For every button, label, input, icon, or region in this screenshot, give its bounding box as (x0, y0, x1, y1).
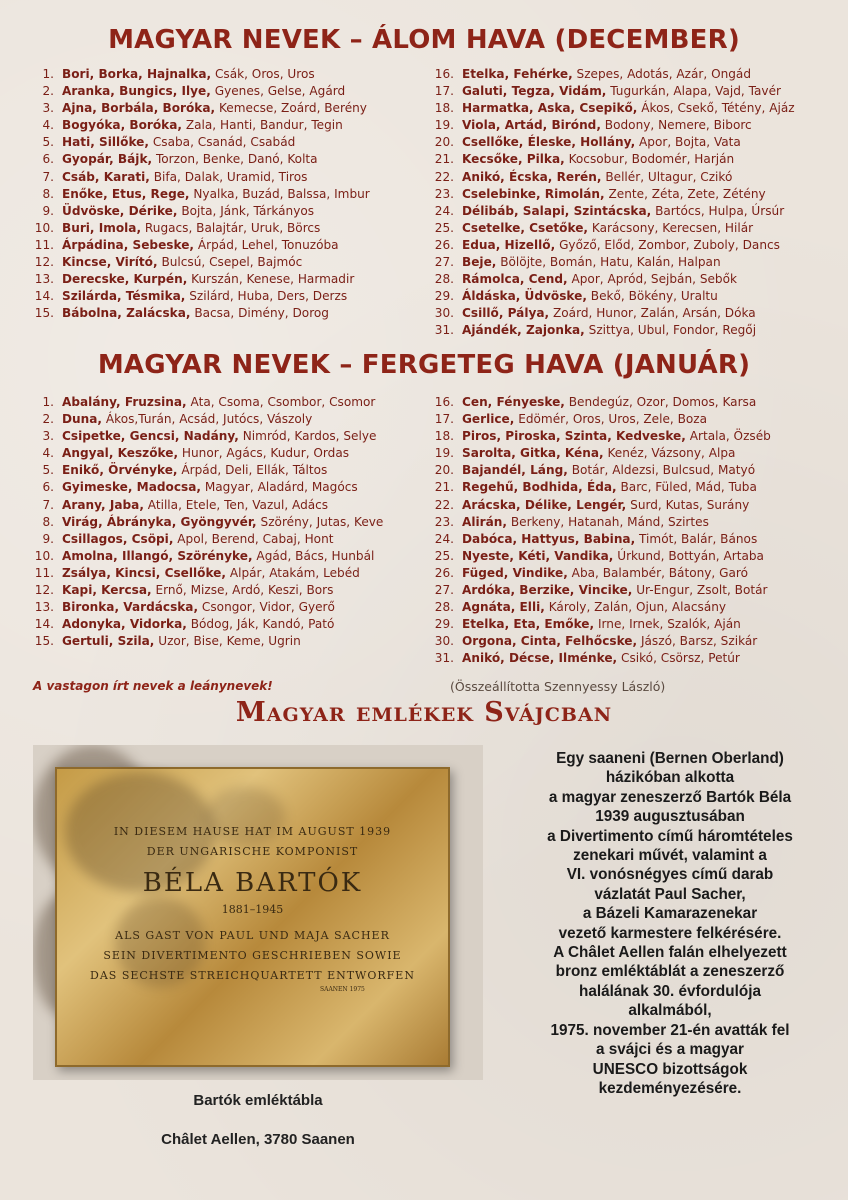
name-day-row (30, 497, 383, 514)
boy-names: Alpár, Atakám, Lebéd (229, 565, 360, 580)
boy-names: Botár, Aldezsi, Bulcsud, Matyó (571, 463, 756, 478)
name-day-row (30, 203, 370, 220)
boy-names: Timót, Balár, Bános (639, 531, 758, 546)
day-number: 25. (434, 220, 454, 235)
plaque-line: DAS SECHSTE STREICHQUARTETT ENTWORFEN (90, 969, 415, 982)
girl-names: Csáb, Karati, (62, 169, 150, 184)
name-day-row (30, 514, 383, 531)
girl-names: Ardóka, Berzike, Vincike, (462, 583, 633, 598)
day-number: 7. (42, 169, 54, 184)
story-line: Egy saaneni (Bernen Oberland) (556, 750, 784, 767)
girl-names: Kincse, Virító, (62, 255, 158, 270)
story-line: 1975. november 21-én avatták fel (550, 1021, 790, 1039)
plaque-small-text: SAANEN 1975 (320, 986, 365, 993)
name-day-row (30, 254, 370, 271)
name-day-row (30, 565, 383, 582)
girl-names: Cen, Fényeske, (462, 395, 565, 409)
girl-names: Ajna, Borbála, Boróka, (62, 101, 216, 116)
boy-names: Zoárd, Hunor, Zalán, Arsán, Dóka (552, 306, 756, 321)
day-number: 3. (42, 101, 54, 116)
name-day-row (430, 305, 795, 322)
day-number: 17. (434, 412, 454, 427)
plaque-line: DER UNGARISCHE KOMPONIST (146, 845, 359, 858)
girl-names: Arácska, Délike, Lengér, (462, 497, 627, 512)
boy-names: Edömér, Oros, Uros, Zele, Boza (518, 412, 708, 427)
name-day-row (30, 445, 383, 462)
plaque-line: ALS GAST VON PAUL UND MAJA SACHER (115, 929, 390, 942)
girl-names: Enikő, Örvényke, (62, 463, 178, 478)
boy-names: Ur-Engur, Zsolt, Botár (636, 583, 768, 598)
boy-names: Bifa, Dalak, Uramid, Tiros (153, 169, 308, 184)
girl-names: Bábolna, Zalácska, (62, 306, 191, 321)
girl-names: Arany, Jaba, (62, 497, 144, 512)
name-day-row (30, 599, 383, 616)
boy-names: Bulcsú, Csepel, Bajmóc (161, 255, 303, 270)
name-day-row (430, 565, 771, 582)
day-number: 6. (42, 152, 54, 167)
girl-names: Derecske, Kurpén, (62, 272, 188, 287)
name-day-row (30, 66, 370, 83)
plaque-caption-title: Bartók emléktábla (193, 1092, 323, 1109)
boy-names: Szepes, Adotás, Azár, Ongád (576, 67, 752, 81)
day-number: 24. (434, 531, 454, 546)
story-line: A Châlet Aellen falán elhelyezett (553, 944, 787, 962)
girl-names: Áldáska, Üdvöske, (462, 289, 587, 304)
compiled-by-note: (Összeállította Szennyessy László) (450, 679, 666, 694)
girl-names: Szilárda, Tésmika, (62, 289, 186, 304)
boy-names: Árpád, Lehel, Tonuzóba (197, 237, 339, 252)
day-number: 6. (42, 480, 54, 495)
day-number: 14. (34, 289, 54, 304)
december-list-left (30, 66, 370, 322)
boy-names: Bódog, Ják, Kandó, Pató (190, 617, 335, 632)
girl-names: Gyopár, Bájk, (62, 152, 153, 167)
girl-names: Angyal, Keszőke, (62, 446, 179, 461)
boy-names: Nyalka, Buzád, Balssa, Imbur (193, 186, 370, 201)
day-number: 14. (34, 617, 54, 632)
plaque-line: SEIN DIVERTIMENTO GESCHRIEBEN SOWIE (103, 949, 402, 962)
name-day-row (430, 514, 771, 531)
name-day-row (430, 479, 771, 496)
name-day-row (430, 66, 795, 83)
girl-names: Etelka, Eta, Emőke, (462, 617, 595, 632)
boy-names: Kemecse, Zoárd, Berény (218, 101, 367, 116)
boy-names: Ákos,Turán, Acsád, Jutócs, Vászoly (105, 412, 313, 427)
boy-names: Gyenes, Gelse, Agárd (214, 84, 346, 99)
name-day-row (30, 428, 383, 445)
girl-names: Árpádina, Sebeske, (62, 237, 195, 252)
girl-names: Viola, Artád, Birónd, (462, 118, 601, 133)
day-number: 24. (434, 203, 454, 218)
day-number: 2. (42, 412, 54, 427)
story-line: vezető karmestere felkérésére. (558, 924, 782, 942)
plaque-inscription (55, 822, 450, 1002)
boy-names: Atilla, Etele, Ten, Vazul, Adács (147, 497, 329, 512)
girl-names: Alirán, (462, 514, 507, 529)
day-number: 26. (434, 237, 454, 252)
name-day-row (430, 428, 771, 445)
name-day-row (30, 186, 370, 203)
boy-names: Csaba, Csanád, Csabád (152, 135, 296, 150)
name-day-row (430, 462, 771, 479)
name-day-row (430, 100, 795, 117)
bronze-plaque (55, 767, 450, 1067)
boy-names: Surd, Kutas, Surány (630, 497, 750, 512)
day-number: 23. (434, 514, 454, 529)
day-number: 8. (42, 186, 54, 201)
name-day-row (30, 479, 383, 496)
name-day-row (430, 633, 771, 650)
story-line: házikóban alkotta (605, 769, 735, 787)
girl-names: Délibáb, Salapi, Szintácska, (462, 203, 652, 218)
day-number: 21. (434, 152, 454, 167)
name-day-row (430, 186, 795, 203)
story-line: a Divertimento című háromtételes (547, 827, 793, 845)
girl-names: Harmatka, Aska, Csepikő, (462, 101, 638, 116)
name-day-row (430, 497, 771, 514)
girl-names: Zsálya, Kincsi, Csellőke, (62, 565, 226, 580)
boy-names: Bacsa, Dimény, Dorog (194, 306, 329, 321)
girl-names: Adonyka, Vidorka, (62, 617, 187, 632)
boy-names: Csongor, Vidor, Gyerő (201, 600, 335, 615)
boy-names: Ata, Csoma, Csombor, Csomor (190, 395, 376, 409)
girl-names: Piros, Piroska, Szinta, Kedveske, (462, 429, 686, 444)
name-day-row (30, 288, 370, 305)
name-day-row (430, 220, 795, 237)
girl-names: Sarolta, Gitka, Kéna, (462, 446, 604, 461)
plaque-photo (33, 745, 483, 1080)
name-day-row (30, 411, 383, 428)
day-number: 31. (434, 323, 454, 338)
day-number: 28. (434, 600, 454, 615)
name-day-row (30, 151, 370, 168)
girl-names: Aranka, Bungics, Ilye, (62, 84, 211, 99)
name-day-row (430, 531, 771, 548)
plaque-line: IN DIESEM HAUSE HAT IM AUGUST 1939 (113, 825, 392, 838)
girl-names: Enőke, Etus, Rege, (62, 186, 190, 201)
day-number: 28. (434, 272, 454, 287)
girl-names: Anikó, Écska, Rerén, (462, 169, 602, 184)
december-list-right (430, 66, 795, 340)
day-number: 23. (434, 186, 454, 201)
story-line: kezdeményezésére. (598, 1079, 742, 1097)
day-number: 30. (434, 306, 454, 321)
boy-names: Győző, Előd, Zombor, Zuboly, Dancs (559, 237, 780, 252)
day-number: 22. (434, 497, 454, 512)
boy-names: Hunor, Agács, Kudur, Ordas (181, 446, 350, 461)
girl-names: Nyeste, Kéti, Vandika, (462, 548, 614, 563)
day-number: 12. (34, 255, 54, 270)
boy-names: Ernő, Mizse, Ardó, Keszi, Bors (155, 583, 334, 598)
girl-names: Agnáta, Elli, (462, 600, 545, 615)
name-day-row (430, 650, 771, 667)
boy-names: Zala, Hanti, Bandur, Tegin (185, 118, 343, 133)
story-line: 1939 augusztusában (595, 808, 745, 826)
name-day-row (30, 616, 383, 633)
day-number: 19. (434, 446, 454, 461)
name-day-row (430, 288, 795, 305)
name-day-row (430, 548, 771, 565)
name-day-row (430, 599, 771, 616)
name-day-row (30, 117, 370, 134)
december-title: MAGYAR NEVEK – ÁLOM HAVA (DECEMBER) (108, 25, 740, 55)
day-number: 1. (42, 67, 54, 81)
day-number: 20. (434, 463, 454, 478)
name-day-row (30, 220, 370, 237)
girl-names: Dabóca, Hattyus, Babina, (462, 531, 636, 546)
boy-names: Csikó, Csörsz, Petúr (621, 651, 740, 666)
name-day-row (430, 616, 771, 633)
day-number: 18. (434, 101, 454, 116)
boy-names: Szittya, Ubul, Fondor, Regőj (588, 323, 757, 338)
girl-names: Amolna, Illangó, Szörényke, (62, 548, 253, 563)
day-number: 5. (42, 463, 54, 478)
day-number: 31. (434, 651, 454, 666)
boy-names: Apor, Apród, Sejbán, Sebők (571, 272, 738, 287)
plaque-name: BÉLA BARTÓK (142, 868, 363, 898)
girl-names: Gertuli, Szila, (62, 634, 155, 649)
day-number: 11. (34, 237, 54, 252)
girl-names: Abalány, Fruzsina, (62, 395, 187, 409)
boy-names: Zente, Zéta, Zete, Zétény (608, 186, 766, 201)
girl-names: Etelka, Fehérke, (462, 67, 573, 81)
day-number: 27. (434, 255, 454, 270)
girl-names: Gerlice, (462, 412, 515, 427)
day-number: 9. (42, 203, 54, 218)
girl-names: Bajandél, Láng, (462, 463, 568, 478)
boy-names: Artala, Özséb (689, 429, 771, 444)
boy-names: Rugacs, Balajtár, Uruk, Börcs (144, 220, 321, 235)
name-day-row (30, 305, 370, 322)
day-number: 21. (434, 480, 454, 495)
name-day-row (430, 254, 795, 271)
girl-names: Csetelke, Csetőke, (462, 220, 589, 235)
january-list-right (430, 394, 771, 668)
day-number: 19. (434, 118, 454, 133)
girl-names: Anikó, Décse, Ilménke, (462, 651, 618, 666)
boy-names: Karácsony, Kerecsen, Hilár (591, 220, 754, 235)
story-line: alkalmából, (628, 1002, 712, 1020)
boy-names: Nimród, Kardos, Selye (242, 429, 377, 444)
january-list-left (30, 394, 383, 650)
boy-names: Úrkund, Bottyán, Artaba (617, 548, 764, 563)
boy-names: Károly, Zalán, Ojun, Alacsány (548, 600, 727, 615)
day-number: 10. (34, 220, 54, 235)
boy-names: Csák, Oros, Uros (214, 67, 315, 81)
story-line: a svájci és a magyar (596, 1041, 744, 1059)
girl-names: Csillagos, Csöpi, (62, 531, 174, 546)
name-day-row (430, 411, 771, 428)
day-number: 13. (34, 600, 54, 615)
name-day-row (30, 531, 383, 548)
name-day-row (430, 582, 771, 599)
story-line: UNESCO bizottságok (592, 1060, 748, 1078)
name-day-row (30, 462, 383, 479)
girl-names: Csipetke, Gencsi, Nadány, (62, 429, 239, 444)
girl-names: Bironka, Vardácska, (62, 600, 199, 615)
day-number: 12. (34, 583, 54, 598)
story-line: a Bázeli Kamarazenekar (582, 905, 758, 923)
girl-names: Gyimeske, Madocsa, (62, 480, 201, 495)
boy-names: Bartócs, Hulpa, Úrsúr (655, 203, 785, 218)
day-number: 18. (434, 429, 454, 444)
day-number: 8. (42, 514, 54, 529)
day-number: 22. (434, 169, 454, 184)
girl-names: Bori, Borka, Hajnalka, (62, 67, 212, 81)
girl-names: Regehű, Bodhida, Éda, (462, 480, 617, 495)
girl-names: Hati, Sillőke, (62, 135, 149, 150)
boy-names: Jászó, Barsz, Szikár (640, 634, 758, 649)
girl-names: Duna, (62, 412, 103, 427)
day-number: 15. (34, 306, 54, 321)
name-day-row (430, 83, 795, 100)
story-line: halálának 30. évfordulója (579, 982, 761, 1000)
girl-names: Üdvöske, Dérike, (62, 203, 178, 218)
bold-girls-note: A vastagon írt nevek a leánynevek! (33, 679, 273, 693)
day-number: 4. (42, 446, 54, 461)
boy-names: Ákos, Csekő, Tétény, Ajáz (641, 101, 795, 116)
boy-names: Kurszán, Kenese, Harmadir (191, 272, 355, 287)
girl-names: Kapi, Kercsa, (62, 583, 152, 598)
girl-names: Beje, (462, 255, 497, 270)
girl-names: Buri, Imola, (62, 220, 142, 235)
day-number: 25. (434, 548, 454, 563)
girl-names: Virág, Ábrányka, Gyöngyvér, (62, 514, 257, 529)
day-number: 10. (34, 548, 54, 563)
name-day-row (430, 322, 795, 339)
boy-names: Bojta, Jánk, Tárkányos (181, 203, 315, 218)
girl-names: Galuti, Tegza, Vidám, (462, 84, 607, 99)
girl-names: Bogyóka, Boróka, (62, 118, 182, 133)
boy-names: Magyar, Aladárd, Magócs (204, 480, 358, 495)
day-number: 15. (34, 634, 54, 649)
day-number: 29. (434, 289, 454, 304)
boy-names: Bekő, Bökény, Uraltu (590, 289, 718, 304)
name-day-row (430, 445, 771, 462)
name-day-row (30, 237, 370, 254)
boy-names: Agád, Bács, Hunbál (256, 548, 375, 563)
story-line: zenekari művét, valamint a (573, 847, 767, 865)
boy-names: Kenéz, Vázsony, Alpa (607, 446, 736, 461)
name-day-row (30, 582, 383, 599)
boy-names: Apol, Berend, Cabaj, Hont (177, 531, 334, 546)
boy-names: Árpád, Deli, Ellák, Táltos (181, 463, 328, 478)
day-number: 3. (42, 429, 54, 444)
girl-names: Cselebinke, Rimolán, (462, 186, 605, 201)
story-line: bronz emléktáblát a zeneszerző (555, 963, 785, 981)
boy-names: Apor, Bojta, Vata (639, 135, 741, 150)
day-number: 17. (434, 84, 454, 99)
boy-names: Aba, Balambér, Bátony, Garó (571, 565, 749, 580)
day-number: 9. (42, 531, 54, 546)
plaque-caption-place: Châlet Aellen, 3780 Saanen (161, 1131, 355, 1148)
boy-names: Bendegúz, Ozor, Domos, Karsa (568, 395, 757, 409)
day-number: 2. (42, 84, 54, 99)
day-number: 1. (42, 395, 54, 409)
name-day-row (430, 151, 795, 168)
boy-names: Tugurkán, Alapa, Vajd, Tavér (610, 84, 781, 99)
name-day-row (430, 203, 795, 220)
boy-names: Bellér, Ultagur, Czikó (605, 169, 733, 184)
boy-names: Szilárd, Huba, Ders, Derzs (189, 289, 348, 304)
day-number: 20. (434, 135, 454, 150)
boy-names: Szörény, Jutas, Keve (260, 514, 384, 529)
girl-names: Edua, Hizellő, (462, 237, 556, 252)
girl-names: Rámolca, Cend, (462, 272, 568, 287)
name-day-row (430, 134, 795, 151)
name-day-row (30, 633, 383, 650)
boy-names: Torzon, Benke, Danó, Kolta (155, 152, 318, 167)
day-number: 11. (34, 565, 54, 580)
name-day-row (430, 169, 795, 186)
girl-names: Füged, Vindike, (462, 565, 568, 580)
day-number: 26. (434, 565, 454, 580)
girl-names: Ajándék, Zajonka, (462, 323, 585, 338)
day-number: 5. (42, 135, 54, 150)
name-day-row (430, 237, 795, 254)
day-number: 30. (434, 634, 454, 649)
girl-names: Orgona, Cinta, Felhőcske, (462, 634, 638, 649)
day-number: 27. (434, 583, 454, 598)
story-line: VI. vonósnégyes című darab (566, 866, 774, 884)
day-number: 13. (34, 272, 54, 287)
name-day-row (430, 394, 771, 411)
name-day-row (30, 394, 383, 411)
name-day-row (30, 169, 370, 186)
name-day-row (30, 548, 383, 565)
boy-names: Kocsobur, Bodomér, Harján (568, 152, 735, 167)
girl-names: Csillő, Pálya, (462, 306, 550, 321)
boy-names: Irne, Irnek, Szalók, Aján (597, 617, 741, 632)
name-day-row (430, 271, 795, 288)
bartok-story (505, 749, 835, 1098)
girl-names: Csellőke, Éleske, Hollány, (462, 135, 636, 150)
girl-names: Kecsőke, Pilka, (462, 152, 565, 167)
boy-names: Bodony, Nemere, Biborc (604, 118, 752, 133)
swiss-memories-title: Magyar emlékek Svájcban (235, 697, 613, 728)
name-day-row (30, 83, 370, 100)
day-number: 29. (434, 617, 454, 632)
plaque-years: 1881–1945 (221, 903, 284, 916)
name-day-row (30, 100, 370, 117)
name-day-row (430, 117, 795, 134)
day-number: 7. (42, 497, 54, 512)
day-number: 4. (42, 118, 54, 133)
story-line: vázlatát Paul Sacher, (594, 885, 746, 903)
story-line: a magyar zeneszerző Bartók Béla (548, 788, 792, 806)
name-day-row (30, 271, 370, 288)
boy-names: Bölöjte, Bomán, Hatu, Kalán, Halpan (500, 255, 721, 270)
day-number: 16. (434, 67, 454, 81)
boy-names: Uzor, Bise, Keme, Ugrin (158, 634, 301, 649)
name-day-row (30, 134, 370, 151)
january-title: MAGYAR NEVEK – FERGETEG HAVA (JANUÁR) (97, 350, 751, 380)
day-number: 16. (434, 395, 454, 409)
boy-names: Barc, Füled, Mád, Tuba (620, 480, 757, 495)
boy-names: Berkeny, Hatanah, Mánd, Szirtes (510, 514, 709, 529)
